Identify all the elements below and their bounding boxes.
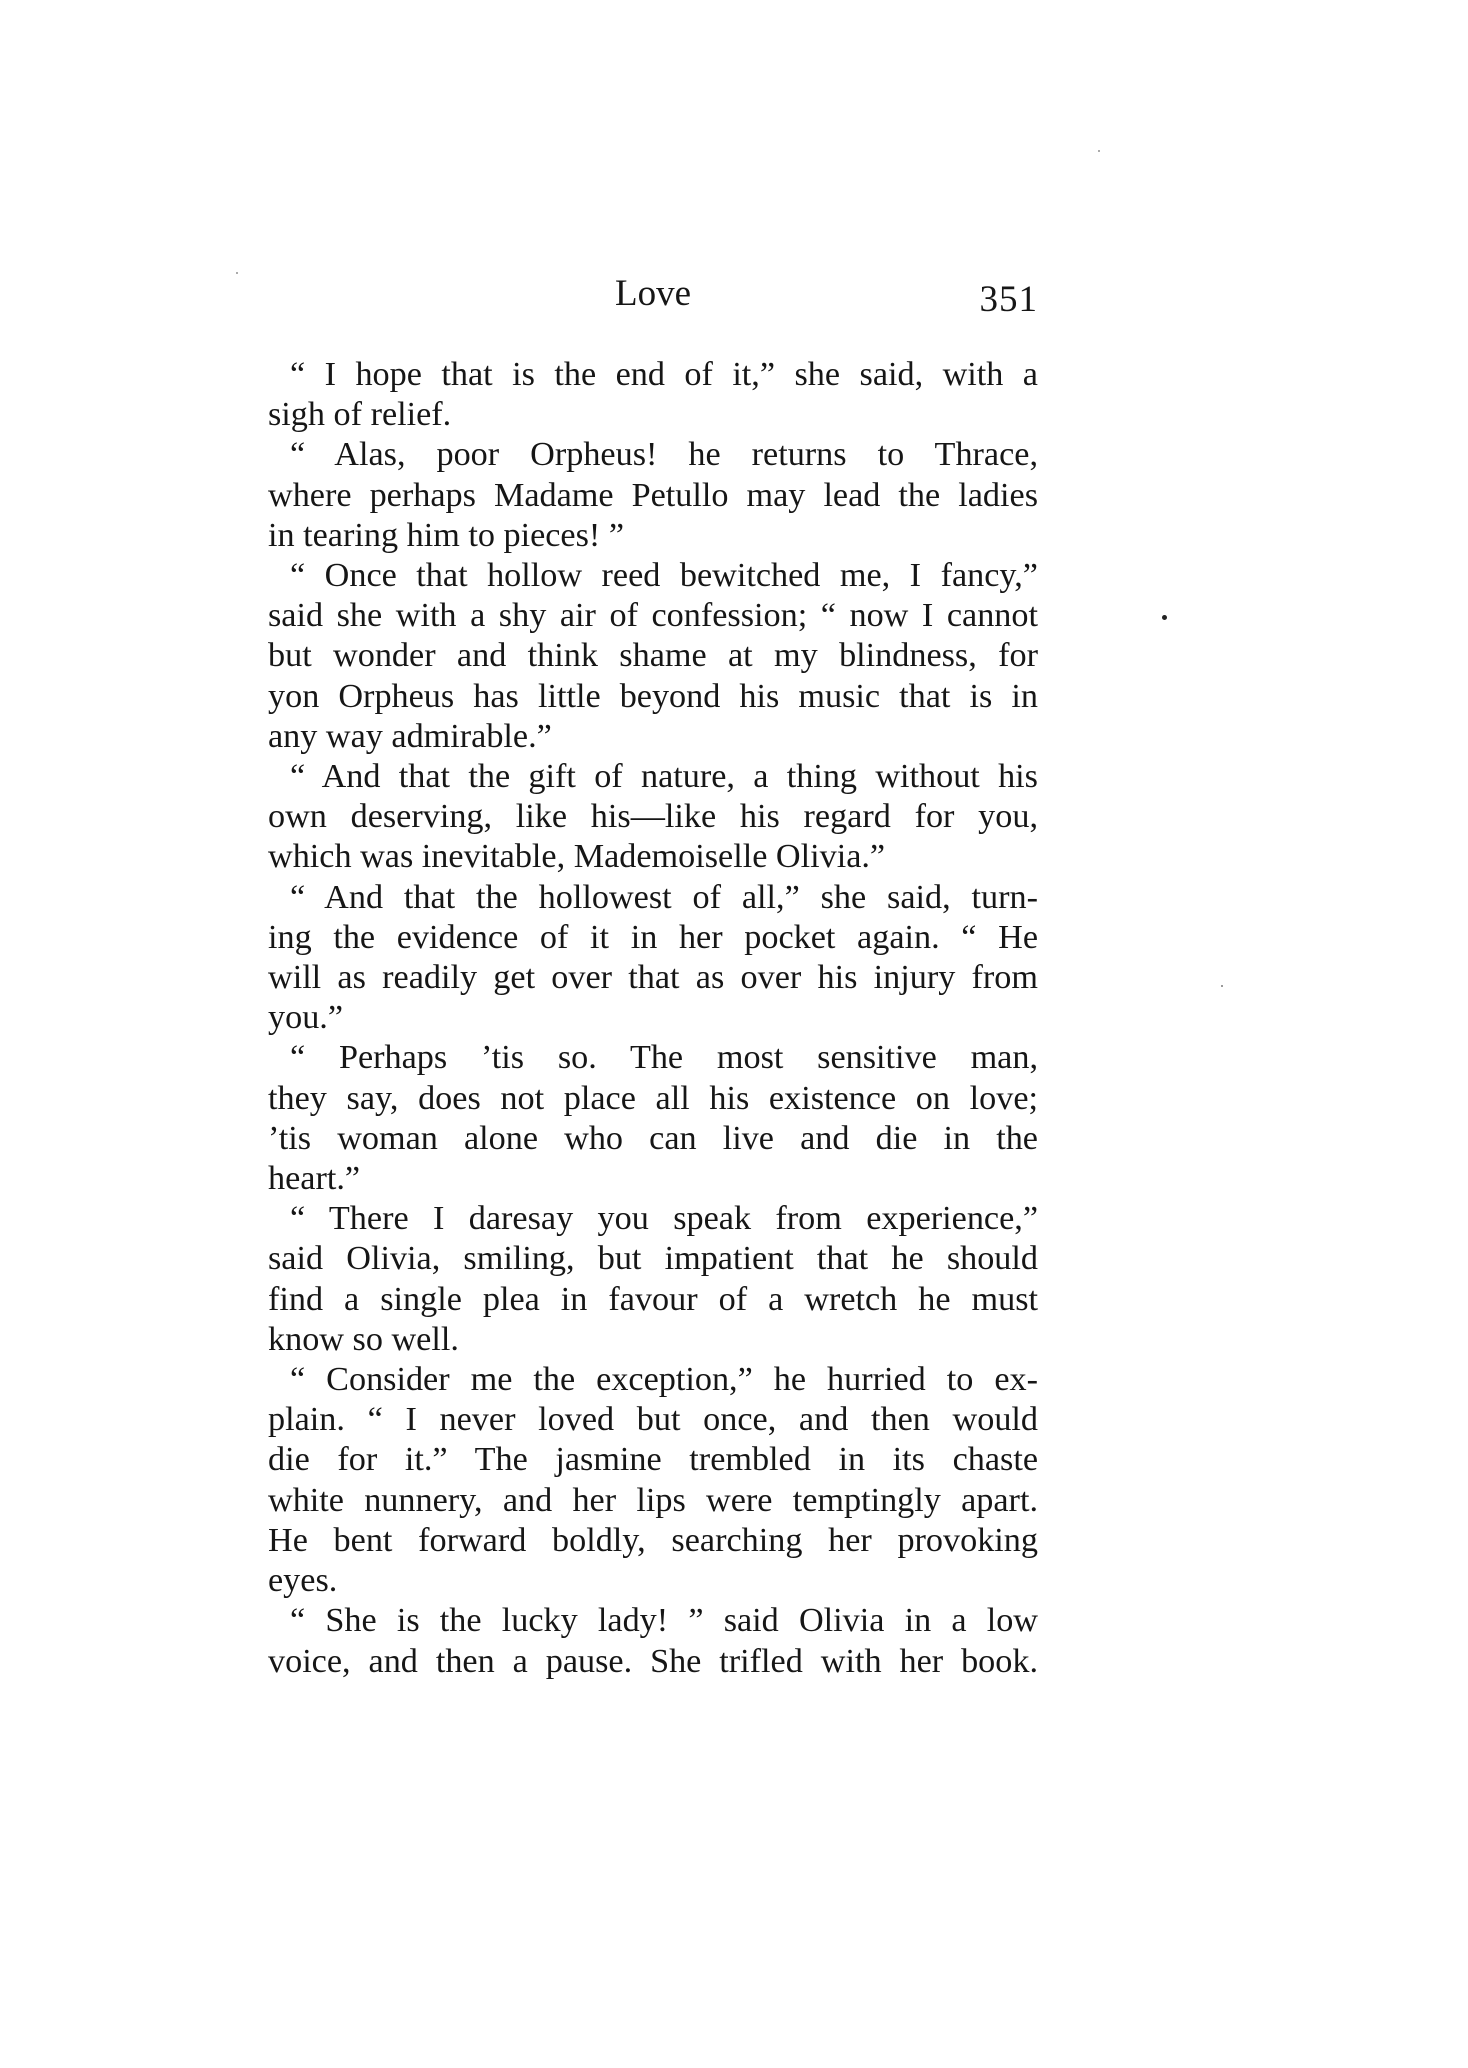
- text-line: “ She is the lucky lady! ” said Olivia in a low: [290, 1602, 1038, 1640]
- running-head: [268, 272, 1038, 322]
- text-line: yon Orpheus has little beyond his music that is in: [268, 677, 1038, 715]
- text-line: where perhaps Madame Petullo may lead the ladies: [268, 476, 1038, 514]
- text-line: “ Perhaps ’tis so. The most sensitive man,: [290, 1039, 1038, 1077]
- scan-speck: [1221, 985, 1223, 987]
- text-line: “ There I daresay you speak from experience,”: [290, 1200, 1038, 1238]
- body-text: [268, 355, 1038, 1682]
- text-line: die for it.” The jasmine trembled in its chaste: [268, 1441, 1038, 1479]
- scan-speck: [1162, 615, 1167, 620]
- page-number: 351: [979, 279, 1038, 320]
- text-line: “ And that the gift of nature, a thing without his: [290, 758, 1038, 796]
- text-line: voice, and then a pause. She trifled with her book.: [268, 1642, 1038, 1680]
- text-line: eyes.: [268, 1562, 338, 1600]
- paragraph: [268, 1038, 1038, 1199]
- text-line: in tearing him to pieces! ”: [268, 516, 624, 554]
- scan-speck: [236, 272, 238, 274]
- running-title: Love: [614, 273, 692, 314]
- text-line: He bent forward boldly, searching her provoking: [268, 1521, 1038, 1559]
- text-line: they say, does not place all his existence on love;: [268, 1079, 1038, 1117]
- text-line: which was inevitable, Mademoiselle Olivia.”: [268, 838, 886, 876]
- text-line: “ Consider me the exception,” he hurried to ex-: [290, 1361, 1038, 1399]
- paragraph: [268, 435, 1038, 556]
- text-line: “ Once that hollow reed bewitched me, I fancy,”: [290, 557, 1038, 595]
- paragraph: [268, 757, 1038, 878]
- text-line: sigh of relief.: [268, 396, 452, 434]
- text-line: but wonder and think shame at my blindness, for: [268, 637, 1038, 675]
- text-line: know so well.: [268, 1320, 459, 1358]
- text-line: ing the evidence of it in her pocket again. “ He: [268, 918, 1038, 956]
- paragraph: [268, 1360, 1038, 1601]
- paragraph: [268, 1199, 1038, 1360]
- text-line: “ Alas, poor Orpheus! he returns to Thrace,: [290, 436, 1038, 474]
- text-line: plain. “ I never loved but once, and then would: [268, 1401, 1038, 1439]
- text-line: said she with a shy air of confession; “ now I cannot: [268, 597, 1038, 635]
- text-line: you.”: [268, 999, 344, 1037]
- text-line: “ I hope that is the end of it,” she said, with a: [290, 356, 1038, 393]
- text-line: own deserving, like his—like his regard for you,: [268, 798, 1038, 836]
- text-line: heart.”: [268, 1160, 361, 1198]
- text-line: will as readily get over that as over his injury from: [268, 959, 1038, 997]
- paragraph: [268, 355, 1038, 435]
- text-line: find a single plea in favour of a wretch he must: [268, 1280, 1038, 1318]
- text-line: said Olivia, smiling, but impatient that he should: [268, 1240, 1038, 1278]
- paragraph: [268, 878, 1038, 1039]
- paragraph: [268, 1601, 1038, 1681]
- text-line: ’tis woman alone who can live and die in the: [268, 1119, 1038, 1157]
- text-line: any way admirable.”: [268, 717, 552, 755]
- scan-speck: [1098, 150, 1100, 152]
- text-line: “ And that the hollowest of all,” she said, turn-: [290, 878, 1038, 916]
- paragraph: [268, 556, 1038, 757]
- text-line: white nunnery, and her lips were temptingly apart.: [268, 1481, 1038, 1519]
